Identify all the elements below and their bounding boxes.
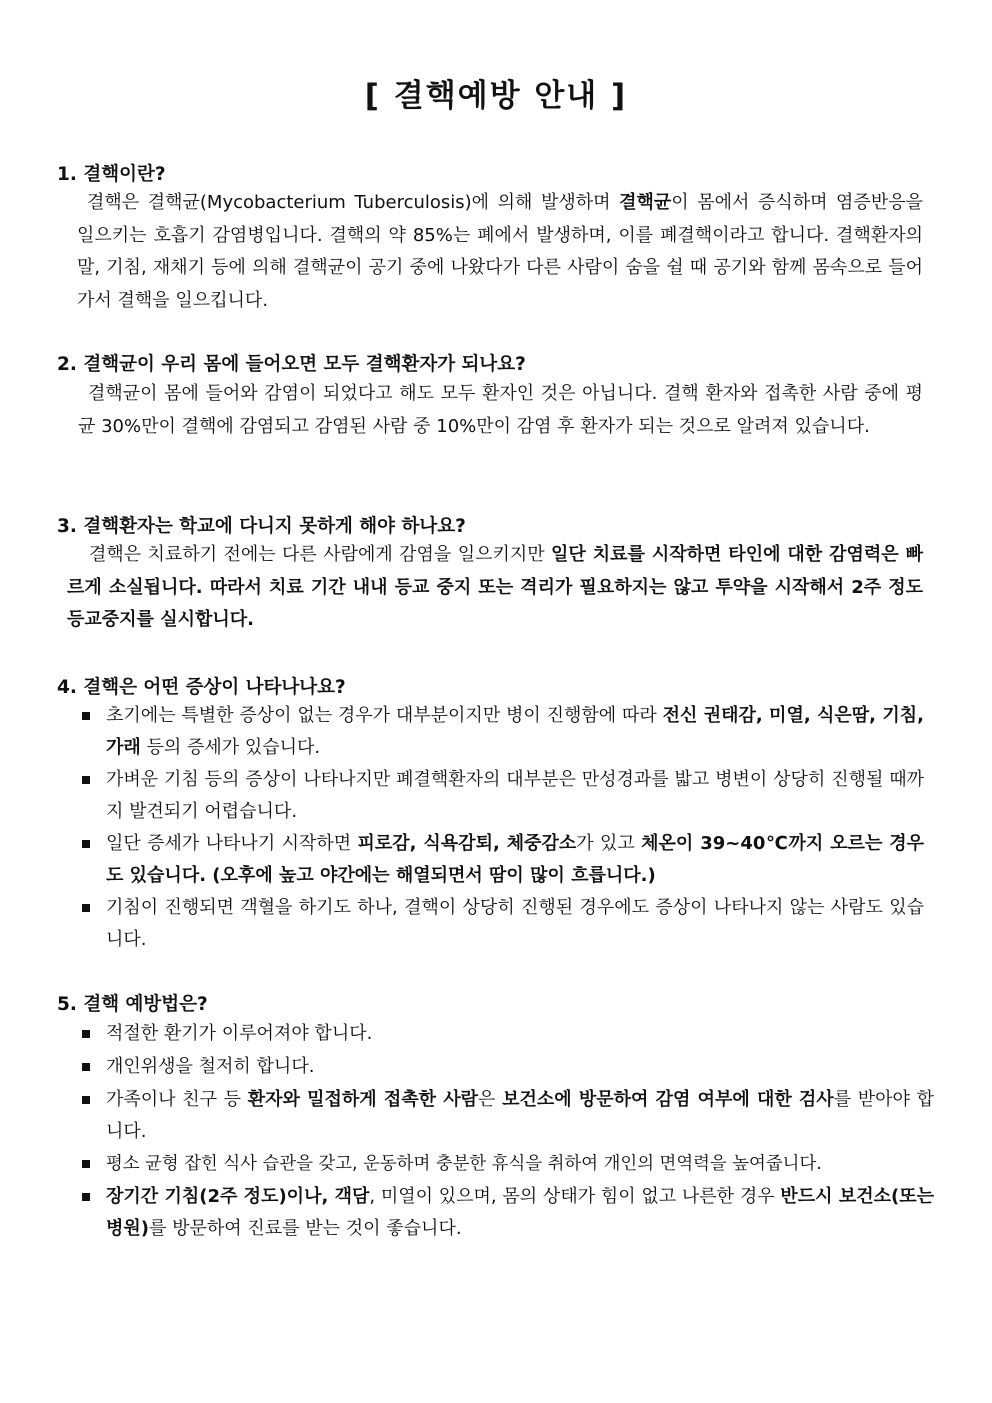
text-run: 개인위생을 철저히 합니다. xyxy=(106,1056,315,1077)
text-run: 등의 증세가 있습니다. xyxy=(140,737,321,758)
square-bullet-icon xyxy=(82,1063,90,1071)
prevention-item xyxy=(82,1148,924,1180)
section-3-paragraph xyxy=(67,539,923,637)
section-2-paragraph xyxy=(78,378,923,443)
text-run: 결핵균이 몸에 들어와 감염이 되었다고 해도 모두 환자인 것은 아닙니다. 결핵 환자와 접촉한 사람 중에 평균 30%만이 결핵에 감염되고 감염된 사람 중 10%만이 감염 후 환자가 되는 것으로 알려져 있습니다. xyxy=(78,383,923,437)
section-4-heading: 4. 결핵은 어떤 증상이 나타나나요? xyxy=(57,677,346,698)
text-run: 적절한 환기가 이루어져야 합니다. xyxy=(106,1023,373,1044)
square-bullet-icon xyxy=(82,1096,90,1104)
text-run: 를 받아야 합니다. xyxy=(106,1089,934,1142)
square-bullet-icon xyxy=(82,1160,90,1168)
prevention-text xyxy=(82,1084,934,1148)
symptom-item xyxy=(82,700,924,764)
symptom-item xyxy=(82,764,924,828)
bold-text-run: 일단 치료를 시작하면 타인에 대한 감염력은 빠르게 소실됩니다. 따라서 치료 기간 내내 등교 중지 또는 격리가 필요하지는 않고 투약을 시작해서 2주 정도 등교중지를 실시합니다. xyxy=(67,544,923,630)
prevention-text xyxy=(82,1051,924,1083)
section-1-paragraph xyxy=(77,187,923,317)
square-bullet-icon xyxy=(82,712,90,720)
text-run: 일단 증세가 나타나기 시작하면 xyxy=(106,833,358,854)
prevention-text xyxy=(82,1181,934,1245)
square-bullet-icon xyxy=(82,1030,90,1038)
section-5-heading: 5. 결핵 예방법은? xyxy=(57,994,208,1015)
text-run: 은 xyxy=(478,1089,503,1110)
text-run: 평소 균형 잡힌 식사 습관을 갖고, 운동하며 충분한 휴식을 취하여 개인의 면역력을 높여줍니다. xyxy=(106,1154,822,1174)
text-run: 가 있고 xyxy=(576,833,642,854)
symptom-text xyxy=(82,892,924,956)
square-bullet-icon xyxy=(82,776,90,784)
text-run: 가족이나 친구 등 xyxy=(106,1089,248,1110)
section-1-heading: 1. 결핵이란? xyxy=(57,164,166,185)
prevention-text xyxy=(82,1148,924,1180)
bold-text-run: 체온이 39~40℃까지 오르는 경우도 있습니다. (오후에 높고 야간에는 해열되면서 땀이 많이 흐릅니다.) xyxy=(106,833,925,886)
text-run: 기침이 진행되면 객혈을 하기도 하나, 결핵이 상당히 진행된 경우에도 증상이 나타나지 않는 사람도 있습니다. xyxy=(106,897,924,950)
prevention-item xyxy=(82,1051,924,1083)
bold-text-run: 피로감, 식욕감퇴, 체중감소 xyxy=(357,833,577,854)
prevention-text xyxy=(82,1018,924,1050)
symptom-item xyxy=(82,892,924,956)
symptom-text xyxy=(82,764,924,828)
prevention-item xyxy=(82,1084,934,1148)
symptom-text xyxy=(82,828,924,892)
square-bullet-icon xyxy=(82,904,90,912)
section-3-heading: 3. 결핵환자는 학교에 다니지 못하게 해야 하나요? xyxy=(57,516,466,537)
text-run: , 미열이 있으며, 몸의 상태가 힘이 없고 나른한 경우 xyxy=(369,1186,781,1207)
square-bullet-icon xyxy=(82,1193,90,1201)
text-run: 이 몸에서 증식하며 염증반응을 일으키는 호흡기 감염병입니다. 결핵의 약 85%는 폐에서 발생하며, 이를 폐결핵이라고 합니다. 결핵환자의 말, 기침, 재채기 등에 의해 결핵균이 공기 중에 나왔다가 다른 사람이 숨을 쉴 때 공기와 함께 몸속으로 들어가서 결핵을 일으킵니다. xyxy=(77,192,923,311)
text-run: 결핵은 결핵균(Mycobacterium Tuberculosis)에 의해 발생하며 xyxy=(87,192,620,213)
text-run: 결핵은 치료하기 전에는 다른 사람에게 감염을 일으키지만 xyxy=(89,544,552,565)
bold-text-run: 전신 권태감, 미열, 식은땀, 기침, 가래 xyxy=(106,705,924,758)
page-title: [ 결핵예방 안내 ] xyxy=(364,78,628,114)
symptom-item xyxy=(82,828,924,892)
text-run: 초기에는 특별한 증상이 없는 경우가 대부분이지만 병이 진행함에 따라 xyxy=(106,705,663,726)
square-bullet-icon xyxy=(82,840,90,848)
symptom-text xyxy=(82,700,924,764)
bold-text-run: 장기간 기침(2주 정도)이나, 객담 xyxy=(106,1186,370,1207)
section-2-heading: 2. 결핵균이 우리 몸에 들어오면 모두 결핵환자가 되나요? xyxy=(57,354,526,375)
bold-text-run: 결핵균 xyxy=(619,192,672,213)
text-run: 가벼운 기침 등의 증상이 나타나지만 폐결핵환자의 대부분은 만성경과를 밟고 병변이 상당히 진행될 때까지 발견되기 어렵습니다. xyxy=(106,769,924,822)
bold-text-run: 환자와 밀접하게 접촉한 사람 xyxy=(247,1089,478,1110)
prevention-item xyxy=(82,1181,934,1245)
text-run: 를 방문하여 진료를 받는 것이 좋습니다. xyxy=(149,1218,462,1239)
bold-text-run: 반드시 보건소(또는 병원) xyxy=(106,1186,934,1239)
prevention-item xyxy=(82,1018,924,1050)
bold-text-run: 보건소에 방문하여 감염 여부에 대한 검사 xyxy=(502,1089,834,1110)
